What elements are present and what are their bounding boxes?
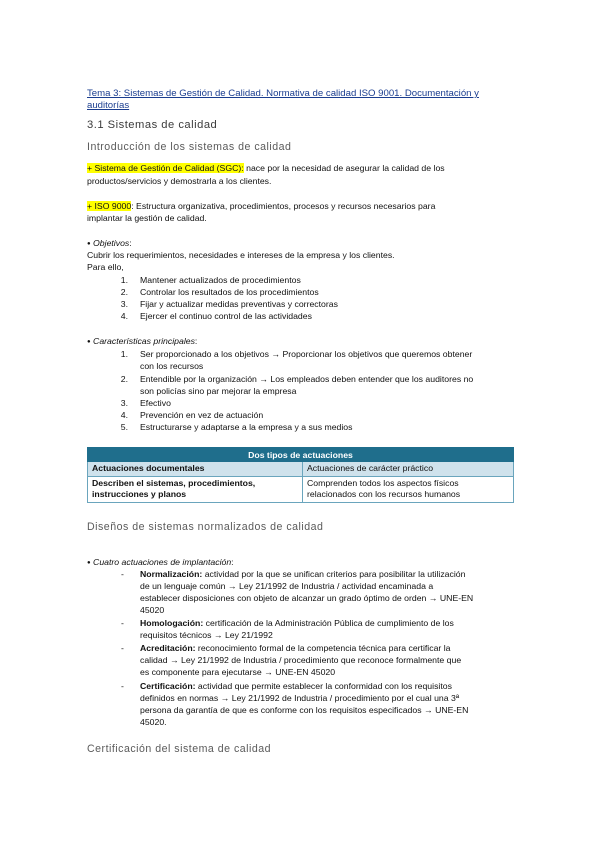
homologacion-line1 xyxy=(140,617,454,630)
normalizacion-line: de un lenguaje común → Ley 21/1992 de Industria / actividad encaminada a xyxy=(140,581,434,591)
table-cell-line: Describen el sistemas, procedimientos, xyxy=(92,477,256,488)
section-heading: 3.1 Sistemas de calidad xyxy=(87,119,218,131)
normalizacion-line1 xyxy=(140,568,465,581)
list-number: 2. xyxy=(120,374,128,384)
objetivos-text2: Para ello, xyxy=(87,262,124,272)
list-item: Ejercer el continuo control de las actividades xyxy=(140,311,312,321)
bullet-icon: ● xyxy=(87,339,91,345)
certificacion-line1 xyxy=(140,680,452,693)
sgc-line1: nace por la necesidad de asegurar la calidad de los xyxy=(243,163,445,173)
objetivos-text1: Cubrir los requerimientos, necesidades e intereses de la empresa y los clientes. xyxy=(87,250,395,260)
dash-marker: - xyxy=(121,681,124,691)
normalizacion-term: Normalización: xyxy=(140,569,203,579)
homologacion-text: certificación de la Administración Pública de cumplimiento de los xyxy=(203,618,454,628)
sgc-paragraph xyxy=(87,162,445,175)
list-number: 4. xyxy=(120,410,128,420)
table-col1-header: Actuaciones documentales xyxy=(88,462,303,477)
homologacion-term: Homologación: xyxy=(140,618,204,628)
list-number: 3. xyxy=(120,299,128,309)
list-item: Estructurarse y adaptarse a la empresa y a sus medios xyxy=(140,422,353,432)
iso-line1: : Estructura organizativa, procedimientos, procesos y recursos necesarios para xyxy=(131,201,436,211)
document-title[interactable]: Tema 3: Sistemas de Gestión de Calidad. Normativa de calidad ISO 9001. Documentación y auditorías xyxy=(87,88,479,111)
list-item-cont: son policías sino par mejorar la empresa xyxy=(140,386,297,396)
objetivos-label: Objetivos xyxy=(93,238,130,248)
table-cell-line: instrucciones y planos xyxy=(92,489,187,499)
list-item: Controlar los resultados de los procedimientos xyxy=(140,287,319,297)
objetivos-label-line: ● Objetivos: xyxy=(87,238,132,248)
acreditacion-text: reconocimiento formal de la competencia técnica para certificar la xyxy=(195,643,451,653)
list-item-cont: con los recursos xyxy=(140,361,204,371)
acreditacion-line: calidad → Ley 21/1992 de Industria / procedimiento que reconoce formalmente que xyxy=(140,655,462,665)
list-item: Ser proporcionado a los objetivos → Proporcionar los objetivos que queremos obtener xyxy=(140,349,473,359)
list-item: Fijar y actualizar medidas preventivas y correctoras xyxy=(140,299,338,309)
certificacion-text: actividad que permite establecer la conformidad con los requisitos xyxy=(195,681,452,691)
dash-marker: - xyxy=(121,618,124,628)
list-number: 5. xyxy=(120,422,128,432)
normalizacion-text: actividad por la que se unifican criterios para posibilitar la utilización xyxy=(202,569,466,579)
list-number: 1. xyxy=(120,275,128,285)
table-cell-line: relacionados con los recursos humanos xyxy=(307,489,461,499)
iso-term: + ISO 9000 xyxy=(87,201,132,211)
disenos-heading: Diseños de sistemas normalizados de calidad xyxy=(87,521,324,533)
table-col2-header: Actuaciones de carácter práctico xyxy=(303,462,514,477)
intro-heading: Introducción de los sistemas de calidad xyxy=(87,141,292,153)
caracteristicas-label: Características principales xyxy=(93,336,195,346)
dash-marker: - xyxy=(121,569,124,579)
certificacion-term: Certificación: xyxy=(140,681,196,691)
certificacion-line: persona da garantía de que es conforme con los requisitos especificados → UNE-EN xyxy=(140,705,469,715)
table-cell-documentales xyxy=(88,476,303,502)
caracteristicas-label-line: ● Características principales: xyxy=(87,336,198,346)
certificacion-line: 45020. xyxy=(140,717,167,727)
list-number: 1. xyxy=(120,349,128,359)
table-cell-practico xyxy=(303,476,514,502)
implantacion-label-line: ● Cuatro actuaciones de implantación: xyxy=(87,557,234,567)
cert-heading: Certificación del sistema de calidad xyxy=(87,743,272,755)
table-cell-line: Comprenden todos los aspectos físicos xyxy=(307,477,459,488)
bullet-icon: ● xyxy=(87,560,91,566)
acreditacion-term: Acreditación: xyxy=(140,643,196,653)
sgc-term: + Sistema de Gestión de Calidad (SGC): xyxy=(87,163,244,173)
list-item: Entendible por la organización → Los empleados deben entender que los auditores no xyxy=(140,374,474,384)
acreditacion-line: es componente para ejecutarse → UNE-EN 45020 xyxy=(140,667,336,677)
acreditacion-line1 xyxy=(140,642,450,655)
list-item: Prevención en vez de actuación xyxy=(140,410,264,420)
dash-marker: - xyxy=(121,643,124,653)
normalizacion-line: establecer disposiciones con objeto de alcanzar un grado óptimo de orden → UNE-EN xyxy=(140,593,474,603)
table-title: Dos tipos de actuaciones xyxy=(88,448,514,462)
list-item: Efectivo xyxy=(140,398,171,408)
certificacion-line: definidos en normas → Ley 21/1992 de Industria / procedimiento por el cual una 3ª xyxy=(140,693,460,703)
list-number: 4. xyxy=(120,311,128,321)
bullet-icon: ● xyxy=(87,241,91,247)
sgc-line2: productos/servicios y demostrarla a los clientes. xyxy=(87,176,272,186)
actuaciones-table xyxy=(87,447,514,503)
list-number: 3. xyxy=(120,398,128,408)
iso-line2: implantar la gestión de calidad. xyxy=(87,213,207,223)
implantacion-label: Cuatro actuaciones de implantación xyxy=(93,557,232,567)
normalizacion-line: 45020 xyxy=(140,605,165,615)
list-item: Mantener actualizados de procedimientos xyxy=(140,275,301,285)
iso-paragraph xyxy=(87,200,435,213)
list-number: 2. xyxy=(120,287,128,297)
homologacion-line: requisitos técnicos → Ley 21/1992 xyxy=(140,630,273,640)
